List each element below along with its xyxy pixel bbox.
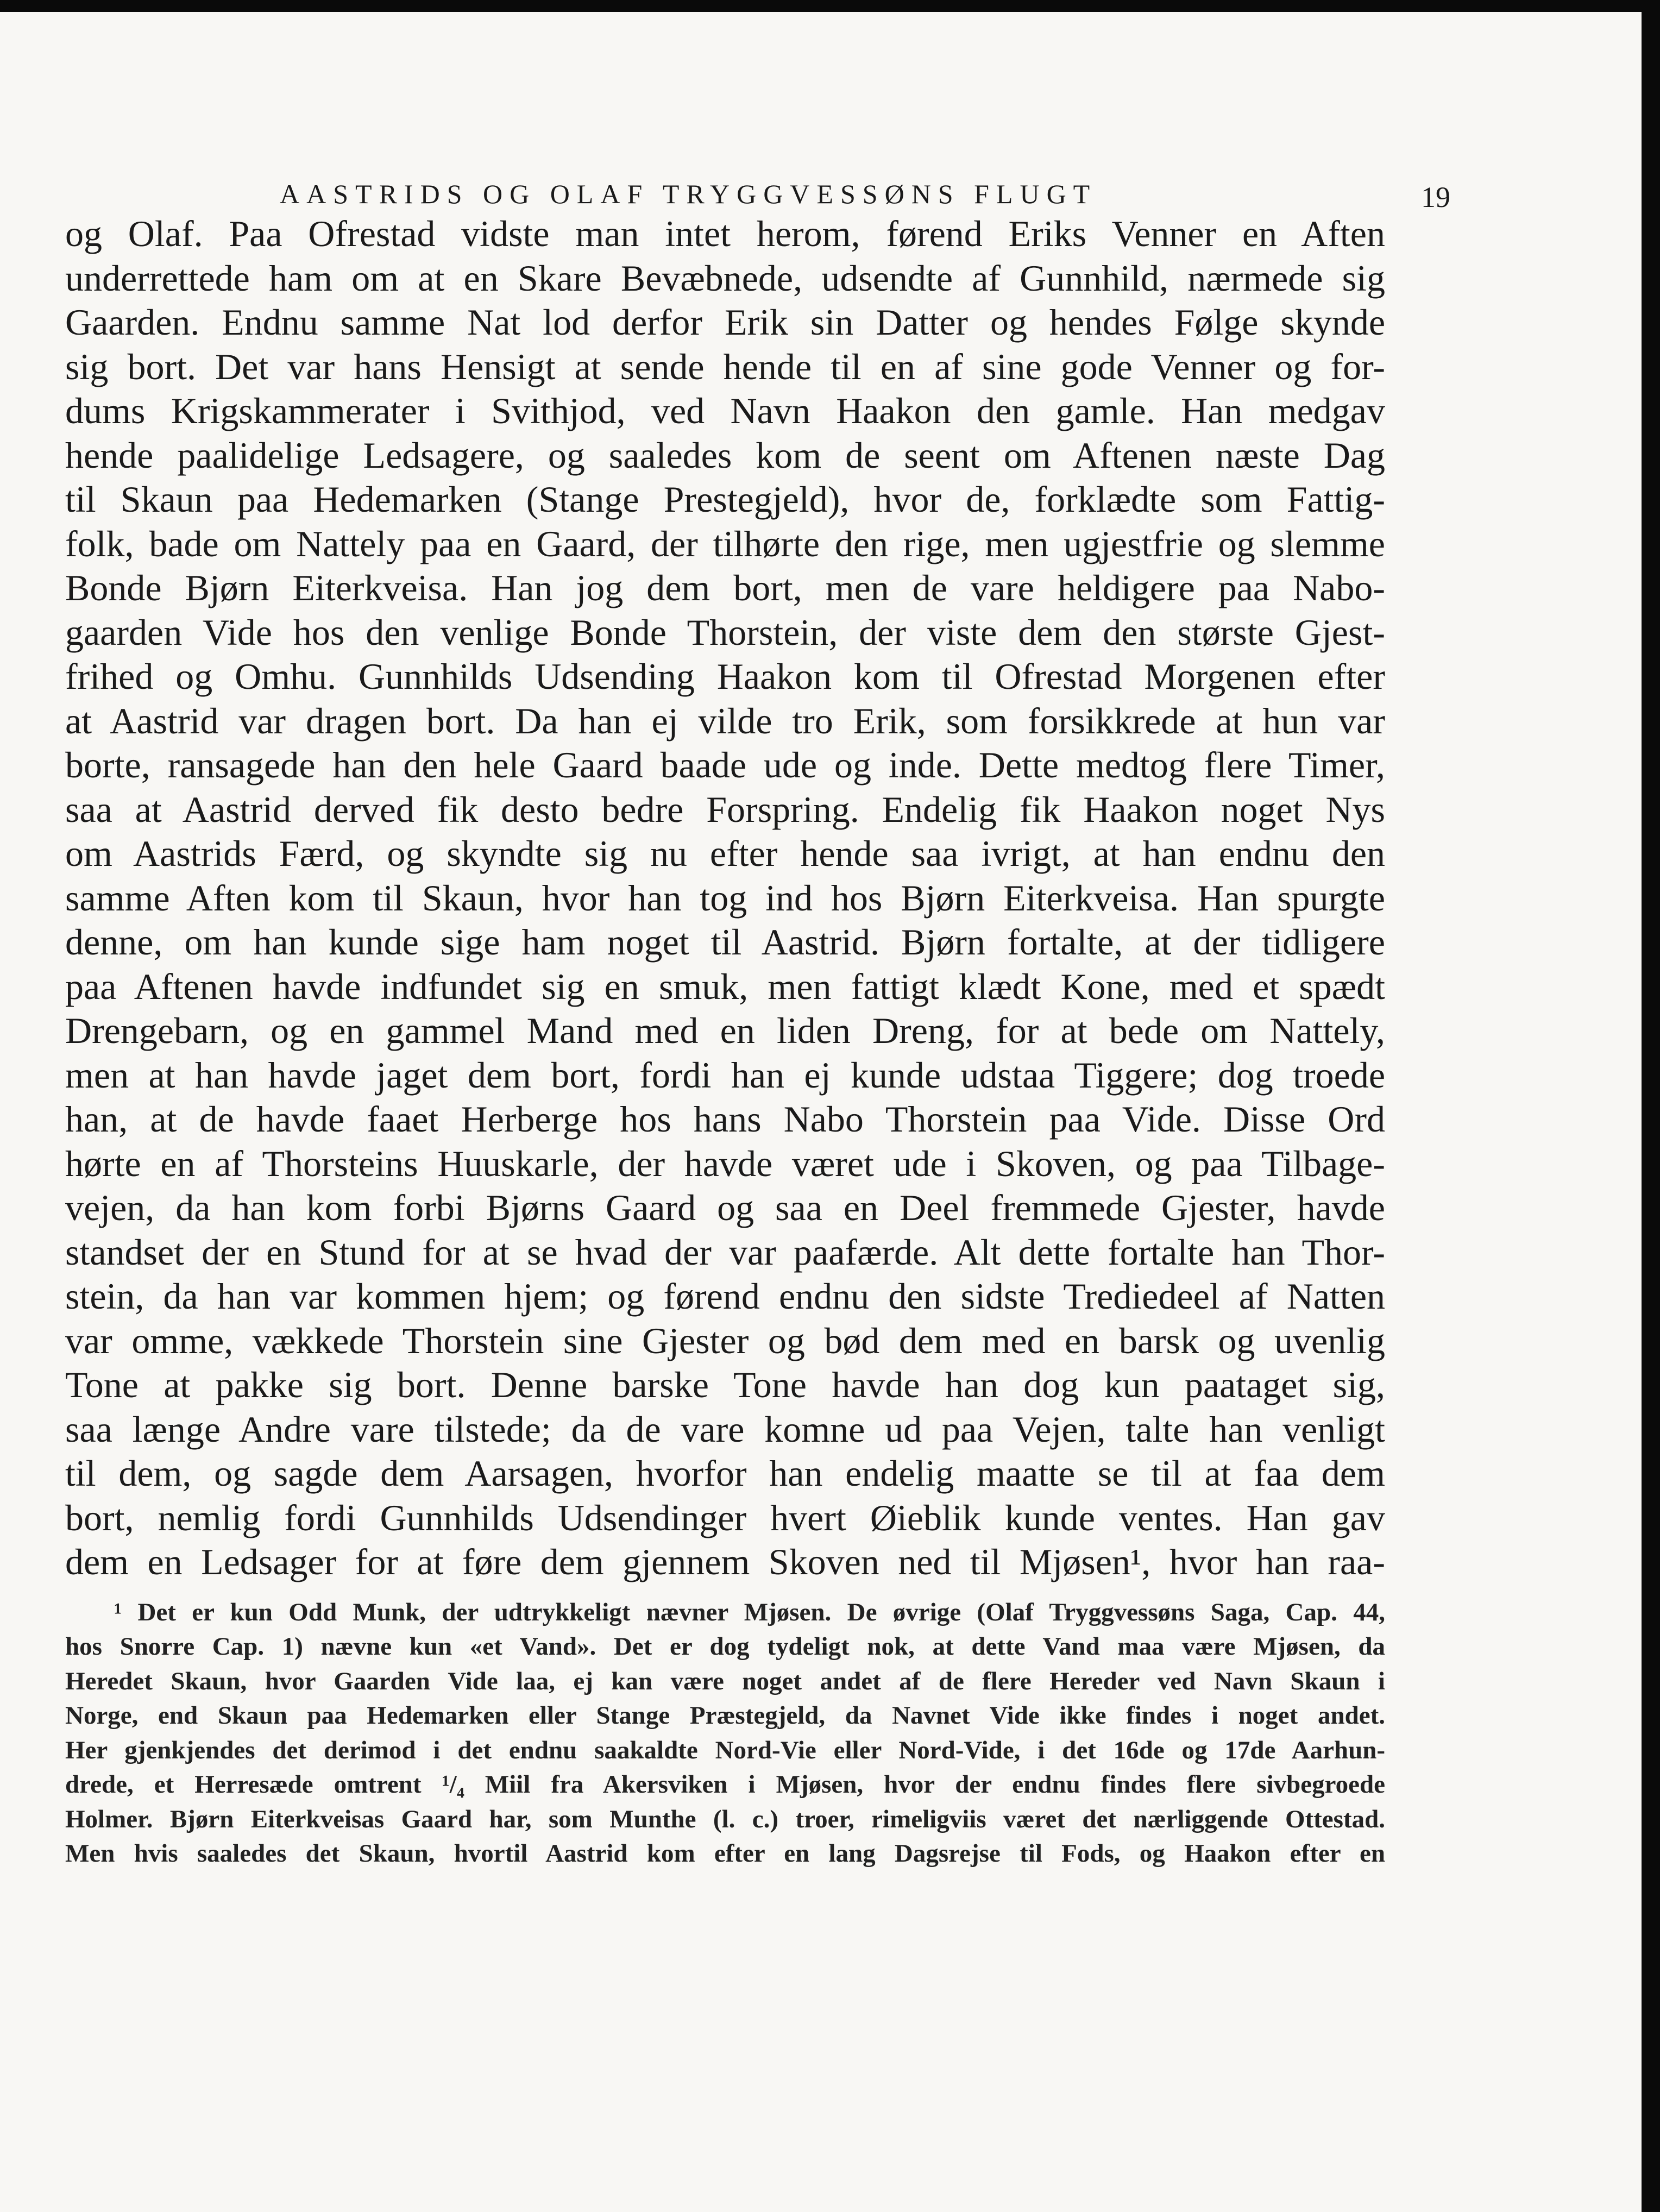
footnote-line: ¹ Det er kun Odd Munk, der udtrykkeligt nævner Mjøsen. De øvrige (Olaf Tryggvessøns Saga, Cap. 44, (114, 1598, 1385, 1626)
text-line: saa at Aastrid derved fik desto bedre Forspring. Endelig fik Haakon noget Nys (65, 788, 1385, 830)
text-line: hørte en af Thorsteins Huuskarle, der havde været ude i Skoven, og paa Tilbage- (65, 1142, 1385, 1184)
footnote (65, 1595, 1385, 1871)
page-number: 19 (1421, 181, 1450, 213)
book-page (65, 163, 1450, 1871)
footnote-line: Men hvis saaledes det Skaun, hvortil Aastrid kom efter en lang Dagsrejse til Fods, og Haakon efter en (65, 1839, 1385, 1868)
text-line: underrettede ham om at en Skare Bevæbnede, udsendte af Gunnhild, nærmede sig (65, 257, 1385, 299)
text-line: Bonde Bjørn Eiterkveisa. Han jog dem bort, men de vare heldigere paa Nabo- (65, 567, 1385, 608)
text-line: at Aastrid var dragen bort. Da han ej vilde tro Erik, som forsikkrede at hun var (65, 700, 1385, 741)
text-line: folk, bade om Nattely paa en Gaard, der tilhørte den rige, men ugjestfrie og slemme (65, 523, 1385, 564)
footnote-line: drede, et Herresæde omtrent ¹/₄ Miil fra Akersviken i Mjøsen, hvor der endnu findes flere sivbegroede (65, 1770, 1385, 1799)
scan-border-top (0, 0, 1660, 12)
text-line: dums Krigskammerater i Svithjod, ved Navn Haakon den gamle. Han medgav (65, 390, 1385, 431)
text-line: gaarden Vide hos den venlige Bonde Thorstein, der viste dem den største Gjest- (65, 611, 1385, 653)
text-line: standset der en Stund for at se hvad der var paafærde. Alt dette fortalte han Thor- (65, 1231, 1385, 1273)
text-line: var omme, vækkede Thorstein sine Gjester og bød dem med en barsk og uvenlig (65, 1319, 1385, 1361)
footnote-line: Norge, end Skaun paa Hedemarken eller Stange Præstegjeld, da Navnet Vide ikke findes i noget andet. (65, 1701, 1385, 1730)
text-line: til Skaun paa Hedemarken (Stange Prestegjeld), hvor de, forklædte som Fattig- (65, 479, 1385, 520)
footnote-line: Holmer. Bjørn Eiterkveisas Gaard har, som Munthe (l. c.) troer, rimeligviis været det nærliggende Ottestad. (65, 1805, 1385, 1833)
running-head (65, 163, 1450, 213)
text-line: samme Aften kom til Skaun, hvor han tog ind hos Bjørn Eiterkveisa. Han spurgte (65, 877, 1385, 919)
text-line: Gaarden. Endnu samme Nat lod derfor Erik sin Datter og hendes Følge skynde (65, 301, 1385, 343)
text-line: han, at de havde faaet Herberge hos hans Nabo Thorstein paa Vide. Disse Ord (65, 1098, 1385, 1140)
text-line: bort, nemlig fordi Gunnhilds Udsendinger hvert Øieblik kunde ventes. Han gav (65, 1497, 1385, 1538)
scan-border-right (1642, 0, 1660, 2212)
text-line: vejen, da han kom forbi Bjørns Gaard og saa en Deel fremmede Gjester, havde (65, 1187, 1385, 1228)
text-line: Tone at pakke sig bort. Denne barske Tone havde han dog kun paataget sig, (65, 1364, 1385, 1405)
text-line: sig bort. Det var hans Hensigt at sende hende til en af sine gode Venner og for- (65, 345, 1385, 387)
text-line: denne, om han kunde sige ham noget til Aastrid. Bjørn fortalte, at der tidligere (65, 921, 1385, 963)
text-line: paa Aftenen havde indfundet sig en smuk, men fattigt klædt Kone, med et spædt (65, 965, 1385, 1007)
text-line: og Olaf. Paa Ofrestad vidste man intet herom, førend Eriks Venner en Aften (65, 213, 1385, 254)
text-line: hende paalidelige Ledsagere, og saaledes kom de seent om Aftenen næste Dag (65, 434, 1385, 476)
text-line: stein, da han var kommen hjem; og førend endnu den sidste Trediedeel af Natten (65, 1275, 1385, 1317)
footnote-line: Heredet Skaun, hvor Gaarden Vide laa, ej kan være noget andet af de flere Hereder ved Navn Skaun i (65, 1667, 1385, 1695)
text-line: saa længe Andre vare tilstede; da de vare komne ud paa Vejen, talte han venligt (65, 1408, 1385, 1450)
text-line: frihed og Omhu. Gunnhilds Udsending Haakon kom til Ofrestad Morgenen efter (65, 656, 1385, 697)
text-line: borte, ransagede han den hele Gaard baade ude og inde. Dette medtog flere Timer, (65, 744, 1385, 785)
text-line: til dem, og sagde dem Aarsagen, hvorfor han endelig maatte se til at faa dem (65, 1453, 1385, 1494)
running-title: AASTRIDS OG OLAF TRYGGVESSØNS FLUGT (280, 179, 1097, 209)
footnote-line: hos Snorre Cap. 1) nævne kun «et Vand». Det er dog tydeligt nok, at dette Vand maa være Mjøsen, da (65, 1632, 1385, 1661)
footnote-line: Her gjenkjendes det derimod i det endnu saakaldte Nord-Vie eller Nord-Vide, i det 16de og 17de Aarhun- (65, 1736, 1385, 1764)
text-line: om Aastrids Færd, og skyndte sig nu efter hende saa ivrigt, at han endnu den (65, 833, 1385, 874)
text-line: Drengebarn, og en gammel Mand med en liden Dreng, for at bede om Nattely, (65, 1010, 1385, 1051)
text-line: men at han havde jaget dem bort, fordi han ej kunde udstaa Tiggere; dog troede (65, 1054, 1385, 1096)
text-line: dem en Ledsager for at føre dem gjennem Skoven ned til Mjøsen¹, hvor han raa- (65, 1541, 1385, 1582)
body-paragraph (65, 212, 1385, 1585)
